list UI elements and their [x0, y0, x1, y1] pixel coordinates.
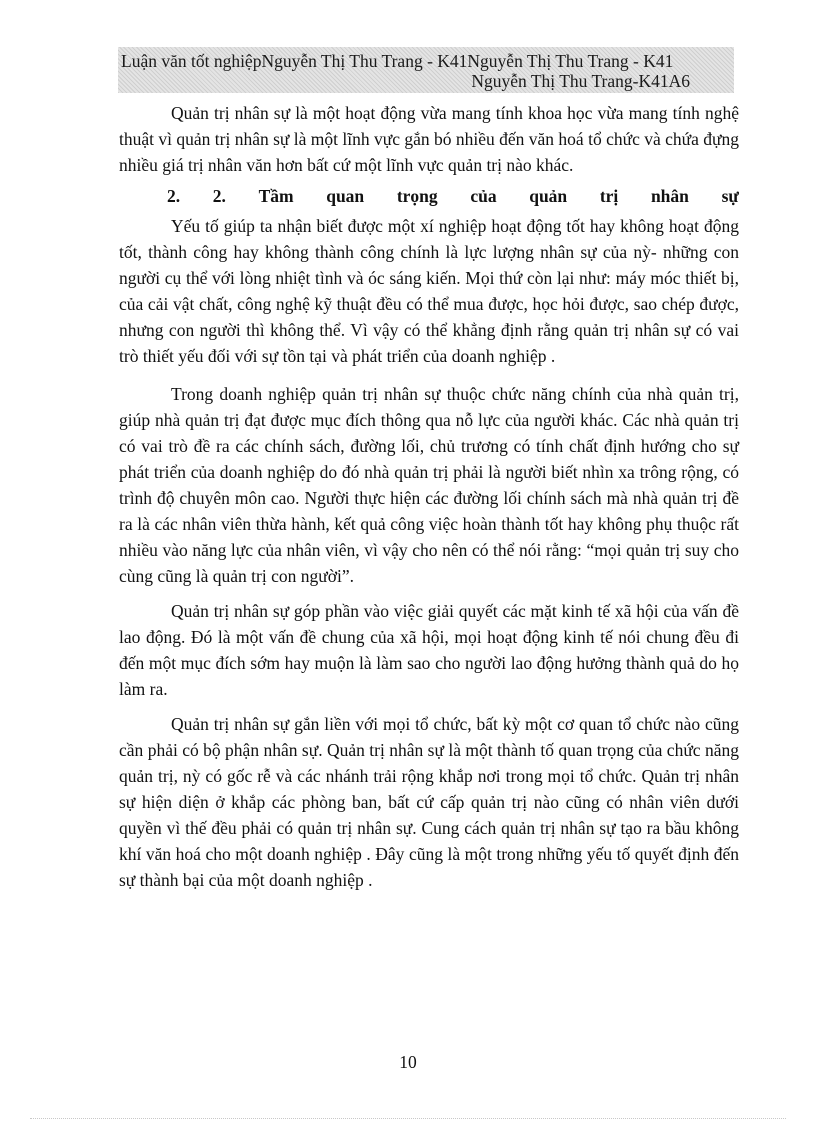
heading-word: sự: [721, 186, 739, 206]
page-number: 10: [399, 1052, 417, 1072]
section-heading: [119, 183, 739, 209]
paragraph: Quản trị nhân sự là một hoạt động vừa mang tính khoa học vừa mang tính nghệ thuật vì quản trị nhân sự là một lĩnh vực gắn bó nhiều đến văn hoá tổ chức và chứa đựng nhiều giá trị nhân văn hơn bất cứ một lĩnh vực quản trị nào khác.: [119, 103, 739, 175]
header-line-2: Nguyễn Thị Thu Trang-K41A6: [471, 71, 690, 91]
paragraph: Quản trị nhân sự gắn liền với mọi tổ chức, bất kỳ một cơ quan tổ chức nào cũng cần phải có bộ phận nhân sự. Quản trị nhân sự là một thành tố quan trọng của chức năng quản trị, nỳ có gốc rễ và các nhánh trải rộng khắp nơi trong mọi tổ chức. Quản trị nhân sự hiện diện ở khắp các phòng ban, bất cứ cấp quản trị nào cũng có nhân viên dưới quyền vì thế đều phải có quản trị nhân sự. Cung cách quản trị nhân sự tạo ra bầu không khí văn hoá cho một doanh nghiệp . Đây cũng là một trong những yếu tố quyết định đến sự thành bại của một doanh nghiệp .: [119, 714, 739, 890]
page-bottom-divider: [30, 1118, 786, 1119]
heading-word: nhân: [650, 186, 689, 206]
paragraph: Yếu tố giúp ta nhận biết được một xí nghiệp hoạt động tốt hay không hoạt động tốt, thành công hay không thành công chính là lực lượng nhân sự của nỳ- những con người cụ thể với lòng nhiệt tình và óc sáng kiến. Mọi thứ còn lại như: máy móc thiết bị, của cải vật chất, công nghệ kỹ thuật đều có thể mua được, học hỏi được, sao chép được, nhưng con người thì không thể. Vì vậy có thể khẳng định rằng quản trị nhân sự có vai trò thiết yếu đối với sự tồn tại và phát triển của doanh nghiệp .: [119, 216, 739, 366]
heading-word: Tầm: [258, 186, 294, 206]
heading-word: 2.: [167, 186, 181, 206]
header-line-1: Luận văn tốt nghiệpNguyễn Thị Thu Trang - K41Nguyễn Thị Thu Trang - K41: [121, 51, 674, 71]
heading-word: quan: [326, 186, 365, 206]
heading-word: trọng: [396, 186, 438, 206]
heading-word: quản: [529, 186, 568, 206]
paragraph: Trong doanh nghiệp quản trị nhân sự thuộc chức năng chính của nhà quản trị, giúp nhà quản trị đạt được mục đích thông qua nỗ lực của người khác. Các nhà quản trị có vai trò đề ra các chính sách, đường lối, chủ trương có tính chất định hướng cho sự phát triển của doanh nghiệp do đó nhà quản trị phải là người biết nhìn xa trông rộng, có trình độ chuyên môn cao. Người thực hiện các đường lối chính sách mà nhà quản trị đề ra là các nhân viên thừa hành, kết quả công việc hoàn thành tốt hay không phụ thuộc rất nhiều vào năng lực của nhân viên, vì vậy cho nên có thể nói rằng: “mọi quản trị suy cho cùng cũng là quản trị con người”.: [119, 384, 739, 586]
running-header: [118, 47, 734, 93]
heading-word: 2.: [212, 186, 226, 206]
paragraph: Quản trị nhân sự góp phần vào việc giải quyết các mặt kinh tế xã hội của vấn đề lao động. Đó là một vấn đề chung của xã hội, mọi hoạt động kinh tế nói chung đều đi đến một mục đích sớm hay muộn là làm sao cho người lao động hưởng thành quả do họ làm ra.: [119, 601, 739, 699]
heading-word: của: [470, 186, 497, 206]
heading-word: trị: [599, 186, 619, 206]
document-body: [119, 100, 739, 902]
